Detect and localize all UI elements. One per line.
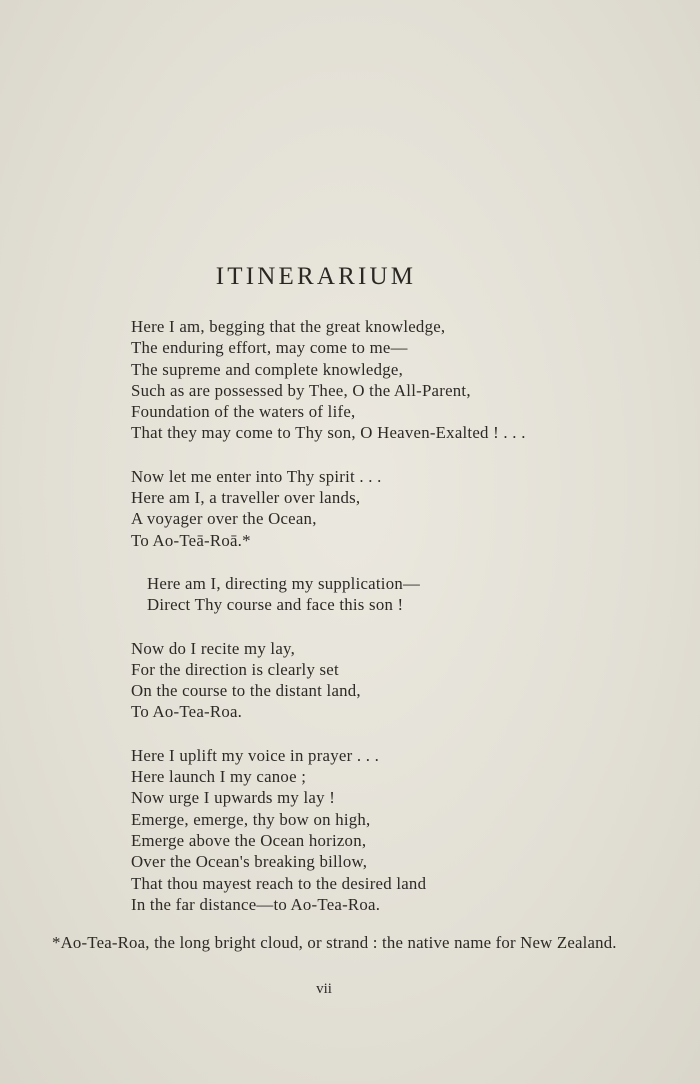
poem-line: Over the Ocean's breaking billow, [131,852,368,872]
poem-line: Now let me enter into Thy spirit . . . [131,466,382,486]
poem-line: To Ao-Teā-Roā.* [131,530,251,550]
poem-line: Here launch I my canoe ; [131,767,307,787]
poem-line: Emerge, emerge, thy bow on high, [131,809,371,829]
poem-line: Here am I, directing my supplication— [147,573,421,593]
poem-line: Here I uplift my voice in prayer . . . [131,745,380,765]
footnote: *Ao-Tea-Roa, the long bright cloud, or strand : the native name for New Zealand. [52,933,617,952]
poem-line: To Ao-Tea-Roa. [131,702,243,722]
stanza [131,466,526,551]
poem-line: The enduring effort, may come to me— [131,338,408,358]
poem-line: That thou mayest reach to the desired land [131,873,427,893]
poem-line: In the far distance—to Ao-Tea-Roa. [131,894,381,914]
poem-line: Emerge above the Ocean horizon, [131,830,367,850]
page-title: ITINERARIUM [215,263,417,290]
stanza [131,316,526,444]
poem-line: Now do I recite my lay, [131,638,296,658]
poem-line: Such as are possessed by Thee, O the All-Parent, [131,380,471,400]
poem-line: Foundation of the waters of life, [131,402,356,422]
stanza [131,745,526,915]
poem-line: Here am I, a traveller over lands, [131,488,361,508]
poem-line: Here I am, begging that the great knowledge, [131,317,446,336]
poem [131,316,526,915]
poem-line: Direct Thy course and face this son ! [147,595,404,615]
poem-line: A voyager over the Ocean, [131,509,317,529]
poem-line: The supreme and complete knowledge, [131,359,404,379]
poem-line: That they may come to Thy son, O Heaven-Exalted ! . . . [131,423,526,443]
poem-line: On the course to the distant land, [131,681,361,701]
stanza [131,638,526,723]
poem-line: For the direction is clearly set [131,659,339,679]
stanza-indented [131,573,526,616]
poem-line: Now urge I upwards my lay ! [131,788,336,808]
page-number: vii [316,981,332,997]
